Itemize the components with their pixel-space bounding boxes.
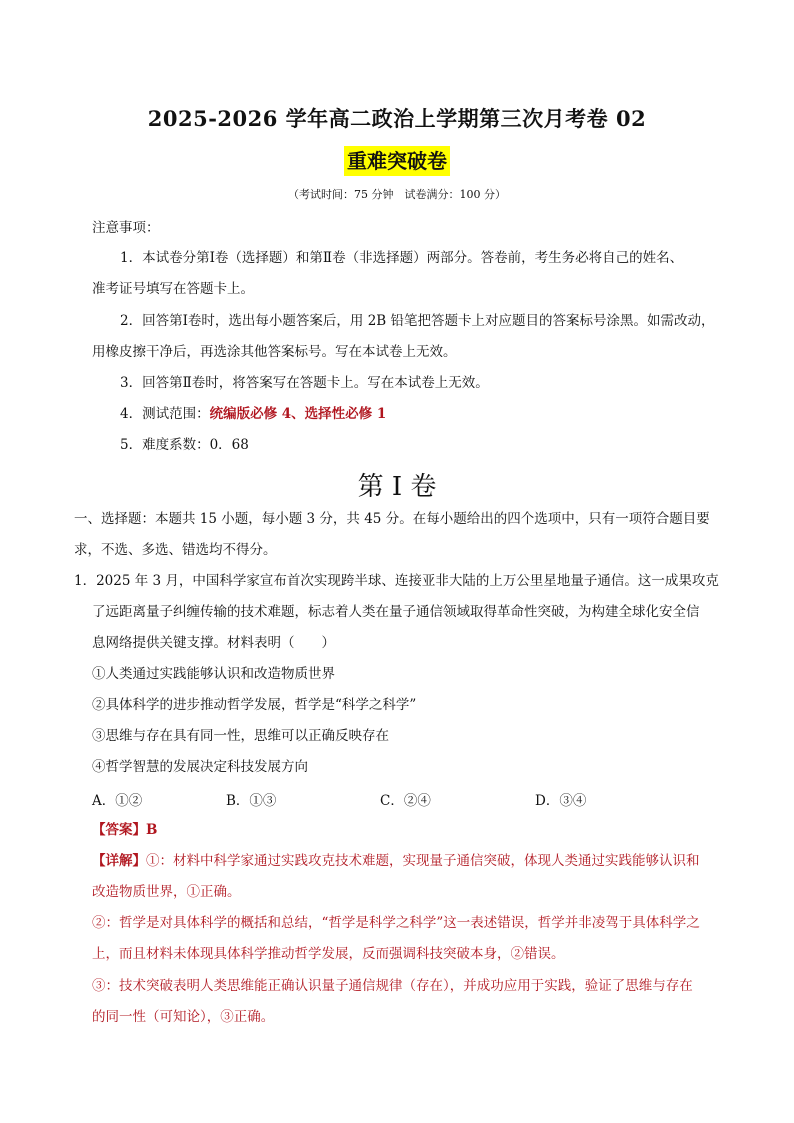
option-d: D．③④ bbox=[535, 793, 587, 809]
notice-item-4 bbox=[120, 404, 386, 424]
detail-3-line-1: ③：技术突破表明人类思维能正确认识量子通信规律（存在），并成功应用于实践，验证了思维与存在 bbox=[92, 978, 693, 994]
notice-item-3: 3．回答第Ⅱ卷时，将答案写在答题卡上。写在本试卷上无效。 bbox=[120, 375, 489, 391]
question-1-line-3: 息网络提供关键支撑。材料表明（ ） bbox=[92, 635, 335, 651]
notice-item-4-prefix: 4．测试范围： bbox=[120, 406, 210, 422]
option-b: B．①③ bbox=[226, 793, 277, 809]
answer-value: B bbox=[146, 822, 158, 838]
exam-title: 2025-2026 学年高二政治上学期第三次月考卷 02 bbox=[147, 106, 647, 131]
notice-item-1-line-2: 准考证号填写在答题卡上。 bbox=[92, 281, 254, 297]
section-intro-line-2: 求，不选、多选、错选均不得分。 bbox=[74, 542, 277, 558]
question-1-line-1: 1．2025 年 3 月，中国科学家宣布首次实现跨半球、连接亚非大陆的上万公里星地量子通信。这一成果攻克 bbox=[74, 573, 719, 589]
notice-item-2-line-2: 用橡皮擦干净后，再选涂其他答案标号。写在本试卷上无效。 bbox=[92, 344, 457, 360]
option-c: C．②④ bbox=[380, 793, 431, 809]
notice-item-2-line-1: 2．回答第Ⅰ卷时，选出每小题答案后，用 2B 铅笔把答题卡上对应题目的答案标号涂黑。如需改动， bbox=[120, 313, 715, 329]
notice-item-1-line-1: 1．本试卷分第Ⅰ卷（选择题）和第Ⅱ卷（非选择题）两部分。答卷前，考生务必将自己的姓名、 bbox=[120, 250, 684, 266]
answer-label: 【答案】 bbox=[92, 822, 146, 838]
notice-item-5: 5．难度系数：0．68 bbox=[120, 437, 249, 453]
answer-line bbox=[92, 820, 157, 840]
statement-1: ①人类通过实践能够认识和改造物质世界 bbox=[92, 666, 335, 682]
detail-1-line-1 bbox=[92, 851, 700, 871]
exam-info: （考试时间：75 分钟 试卷满分：100 分） bbox=[288, 188, 506, 201]
section-title: 第 I 卷 bbox=[357, 472, 437, 502]
detail-1-line-2: 改造物质世界，①正确。 bbox=[92, 884, 241, 900]
section-intro-line-1: 一、选择题：本题共 15 小题，每小题 3 分，共 45 分。在每小题给出的四个选项中，只有一项符合题目要 bbox=[74, 511, 710, 527]
statement-4: ④哲学智慧的发展决定科技发展方向 bbox=[92, 759, 308, 775]
test-scope: 统编版必修 4、选择性必修 1 bbox=[209, 406, 387, 422]
subtitle-wrapper bbox=[0, 146, 794, 176]
question-1-line-2: 了远距离量子纠缠传输的技术难题，标志着人类在量子通信领域取得革命性突破，为构建全球化安全信 bbox=[92, 604, 700, 620]
statement-3: ③思维与存在具有同一性，思维可以正确反映存在 bbox=[92, 728, 389, 744]
notice-heading: 注意事项： bbox=[92, 220, 160, 236]
detail-2-line-1: ②：哲学是对具体科学的概括和总结，“哲学是科学之科学”这一表述错误，哲学并非凌驾于具体科学之 bbox=[92, 915, 700, 931]
detail-1-text: ①：材料中科学家通过实践攻克技术难题，实现量子通信突破，体现人类通过实践能够认识和 bbox=[146, 853, 700, 869]
exam-subtitle-highlight: 重难突破卷 bbox=[344, 146, 450, 176]
detail-2-line-2: 上，而且材料未体现具体科学推动哲学发展，反而强调科技突破本身，②错误。 bbox=[92, 946, 565, 962]
detail-label: 【详解】 bbox=[92, 853, 146, 869]
statement-2: ②具体科学的进步推动哲学发展，哲学是“科学之科学” bbox=[92, 697, 417, 713]
option-a: A．①② bbox=[92, 793, 143, 809]
detail-3-line-2: 的同一性（可知论），③正确。 bbox=[92, 1009, 275, 1025]
